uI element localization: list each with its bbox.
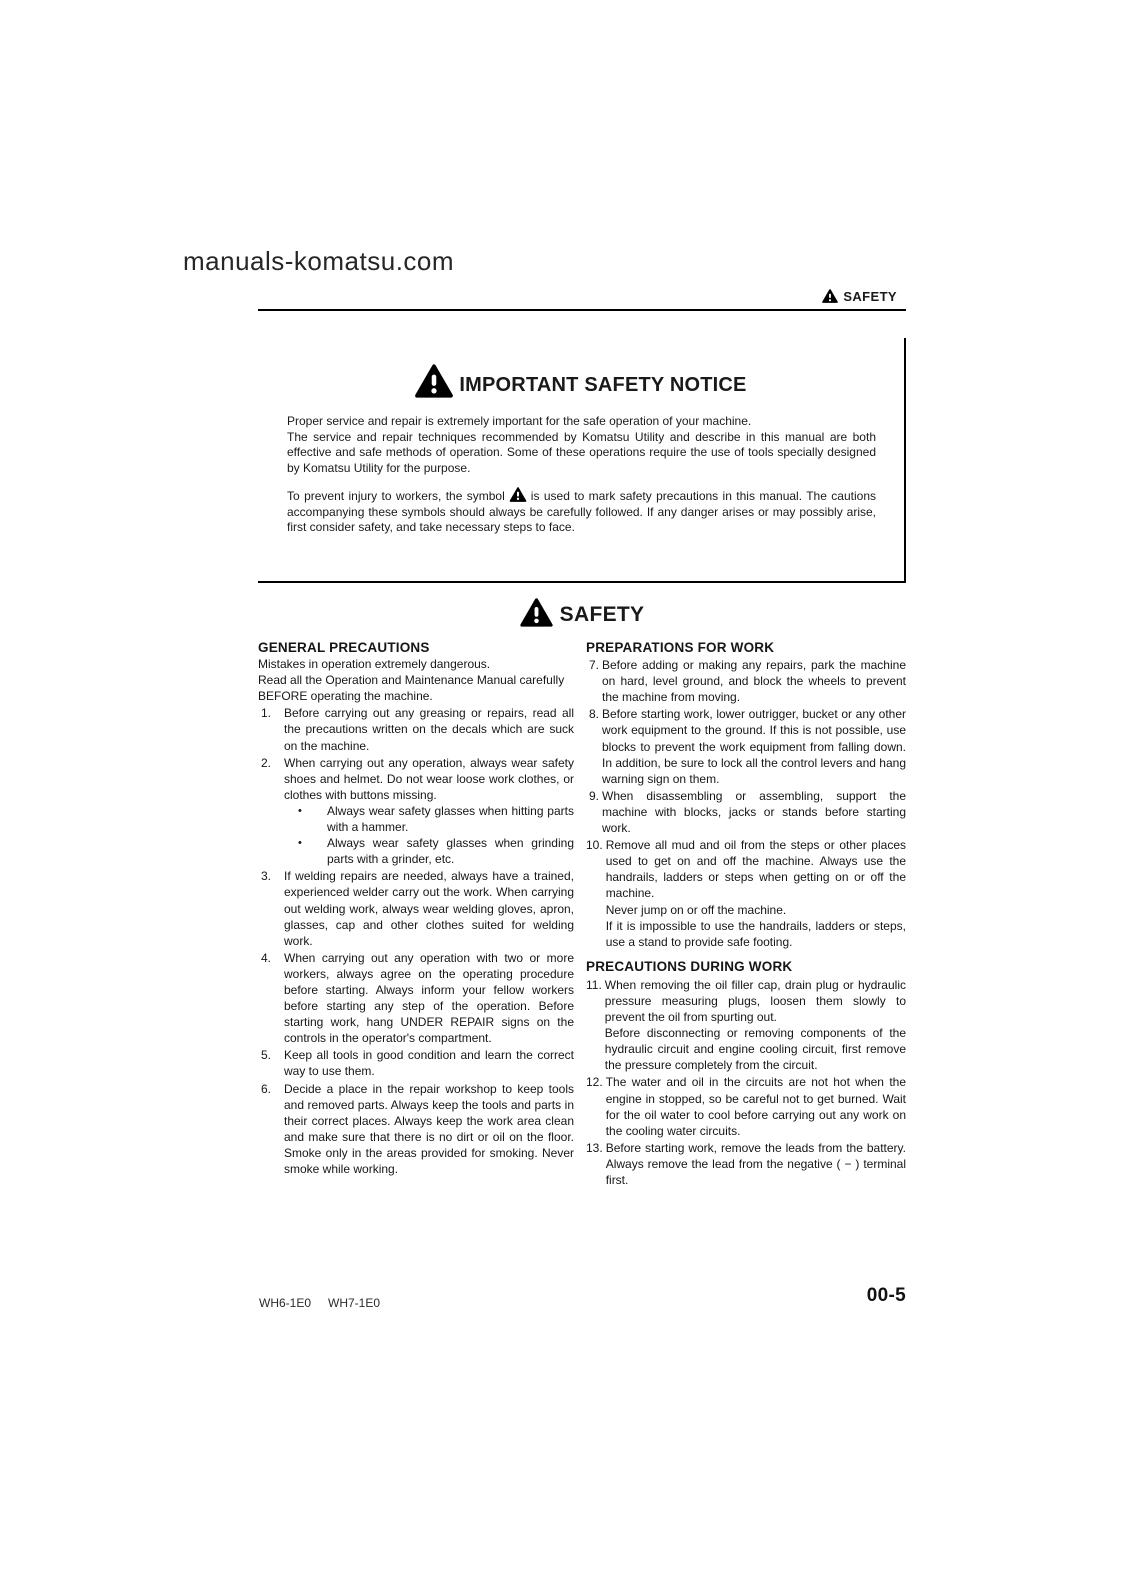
item-paragraph: If welding repairs are needed, always have a trained, experienced welder carry out the work. When carrying out welding work, always wear welding gloves, apron, glasses, cap and other clothes suited for welding work.: [284, 869, 574, 948]
notice-paragraph-2: [287, 487, 876, 536]
precautions-columns: [258, 640, 906, 1188]
notice-title-row: [258, 364, 904, 398]
warning-triangle-icon: [415, 364, 453, 398]
list-item: [258, 705, 574, 753]
model-code: WH7-1E0: [328, 1296, 381, 1310]
notice-paragraph-1-line-1: Proper service and repair is extremely important for the safe operation of your machine.: [287, 414, 752, 428]
list-item: [586, 1140, 906, 1188]
right-column: [586, 640, 906, 1188]
bullet-row: [284, 803, 574, 835]
item-number: 11.: [586, 977, 602, 992]
important-safety-notice-box: [258, 338, 906, 583]
list-item: [586, 706, 906, 786]
item-paragraph: Before starting work, lower outrigger, bucket or any other work equipment to the ground. If this is not possible, use blocks to prevent the work equipment from falling down. In addition, be sure to lock all the control levers and hang warning sign on them.: [602, 707, 906, 786]
item-number: 13.: [586, 1140, 603, 1155]
item-paragraph: Remove all mud and oil from the steps or other places used to get on and off the machine. Always use the handrails, ladders or steps when getting on or off the machine.: [605, 838, 906, 901]
item-paragraph: Never jump on or off the machine.: [605, 902, 787, 917]
item-text: [284, 755, 574, 868]
item-paragraph: If it is impossible to use the handrails, ladders or steps, use a stand to provide safe footing.: [605, 918, 906, 949]
notice-title: IMPORTANT SAFETY NOTICE: [459, 374, 747, 396]
bullet-text: Always wear safety glasses when hitting parts with a hammer.: [327, 803, 574, 835]
model-code: WH6-1E0: [259, 1296, 312, 1310]
warning-triangle-icon: [509, 487, 527, 502]
item-text: [605, 977, 906, 1074]
list-item: [586, 657, 906, 705]
list-item: [586, 977, 906, 1074]
item-text: [284, 950, 574, 1047]
item-number: 7.: [588, 658, 599, 673]
bullet-row: [284, 835, 574, 867]
page-header-label: SAFETY: [843, 288, 897, 304]
watermark-text: manuals-komatsu.com: [183, 246, 455, 276]
item-text: [284, 868, 574, 948]
page-header: [258, 289, 897, 303]
notice-paragraph-1: The service and repair techniques recommended by Komatsu Utility and describe in this manual are both effective and safe methods of operation. Some of these operations require the use of tools specially designed by Komatsu Utility for the purpose.: [287, 429, 876, 475]
item-text: [602, 706, 906, 786]
bullet-icon: •: [298, 804, 302, 817]
section-heading: PRECAUTIONS DURING WORK: [586, 958, 793, 974]
safety-heading-label: SAFETY: [559, 603, 645, 626]
item-paragraph: When carrying out any operation with two or more workers, always agree on the operating procedure before starting. Always inform your fellow workers before starting any step of the operation. Before starting work, hang UNDER REPAIR signs on the controls in the operator's compartment.: [284, 950, 574, 1046]
section-heading: PREPARATIONS FOR WORK: [586, 640, 775, 655]
item-number: 5.: [260, 1048, 271, 1063]
item-text: [606, 837, 906, 950]
item-number: 8.: [588, 707, 599, 722]
item-number: 2.: [260, 755, 271, 770]
item-paragraph: When disassembling or assembling, support the machine with blocks, jacks or stands before starting work.: [602, 788, 906, 836]
item-paragraph: Before adding or making any repairs, park the machine on hard, level ground, and block the wheels to prevent the machine from moving.: [602, 658, 906, 705]
list-item: [258, 1047, 574, 1079]
item-text: [606, 1074, 906, 1138]
item-paragraph: The water and oil in the circuits are not hot when the engine in stopped, so be careful not to get burned. Wait for the oil water to cool before carrying out any work on the cooling water circuits.: [605, 1075, 906, 1138]
safety-section-heading: [258, 598, 906, 627]
item-number: 4.: [260, 950, 271, 965]
item-number: 10.: [586, 838, 603, 853]
list-item: [258, 950, 574, 1047]
footer-model-codes: [259, 1296, 380, 1310]
item-paragraph: When removing the oil filler cap, drain plug or hydraulic pressure measuring plugs, loosen them slowly to prevent the oil from spurting out.: [604, 977, 906, 1025]
list-item: [258, 868, 574, 948]
item-paragraph: When carrying out any operation, always wear safety shoes and helmet. Do not wear loose work clothes, or clothes with buttons missing.: [284, 755, 574, 802]
item-text: [602, 788, 906, 836]
notice-body: [258, 414, 904, 536]
item-number: 9.: [588, 788, 599, 803]
item-number: 3.: [260, 869, 271, 884]
list-item: [586, 837, 906, 950]
item-text: [284, 1047, 574, 1079]
item-number: 12.: [586, 1075, 603, 1090]
item-paragraph: Before disconnecting or removing components of the hydraulic circuit and engine cooling circuit, first remove the pressure completely from the circuit.: [604, 1026, 906, 1073]
item-number: 1.: [260, 706, 271, 721]
item-paragraph: Before carrying out any greasing or repairs, read all the precautions written on the decals which are suck on the machine.: [284, 706, 574, 753]
section-heading: GENERAL PRECAUTIONS: [258, 640, 430, 655]
item-paragraph: Keep all tools in good condition and learn the correct way to use them.: [284, 1048, 574, 1079]
item-paragraph: Decide a place in the repair workshop to keep tools and removed parts. Always keep the tools and parts in their correct places. Always keep the work area clean and make sure that there is no dirt or oil on the floor. Smoke only in the areas provided for smoking. Never smoke while working.: [284, 1081, 574, 1176]
list-item: [586, 1074, 906, 1138]
item-text: [606, 1140, 906, 1188]
intro-paragraph: Mistakes in operation extremely dangerous.: [258, 657, 491, 672]
page-number: 00-5: [866, 1285, 906, 1306]
item-number: 6.: [260, 1081, 271, 1096]
item-text: [284, 705, 574, 753]
bullet-icon: •: [298, 837, 302, 850]
bullet-text: Always wear safety glasses when grinding parts with a grinder, etc.: [327, 836, 574, 867]
item-text: [284, 1081, 574, 1178]
intro-paragraph: Read all the Operation and Maintenance Manual carefully BEFORE operating the machine.: [258, 673, 565, 704]
warning-triangle-icon: [520, 598, 553, 627]
notice-paragraph-2-after: is used to mark safety precautions in this manual. The cautions accompanying these symbols should always be carefully followed. If any danger arises or may possibly arise, first consider safety, and take necessary steps to face.: [287, 489, 876, 534]
left-column: [258, 640, 574, 1188]
item-text: [602, 657, 906, 705]
list-item: [258, 755, 574, 868]
item-paragraph: Before starting work, remove the leads from the battery. Always remove the lead from the negative ( − ) terminal first.: [605, 1140, 906, 1187]
warning-triangle-icon: [822, 289, 838, 303]
list-item: [586, 788, 906, 836]
list-item: [258, 1081, 574, 1178]
header-rule: [258, 309, 906, 311]
notice-paragraph-2-before: To prevent injury to workers, the symbol: [287, 489, 505, 503]
